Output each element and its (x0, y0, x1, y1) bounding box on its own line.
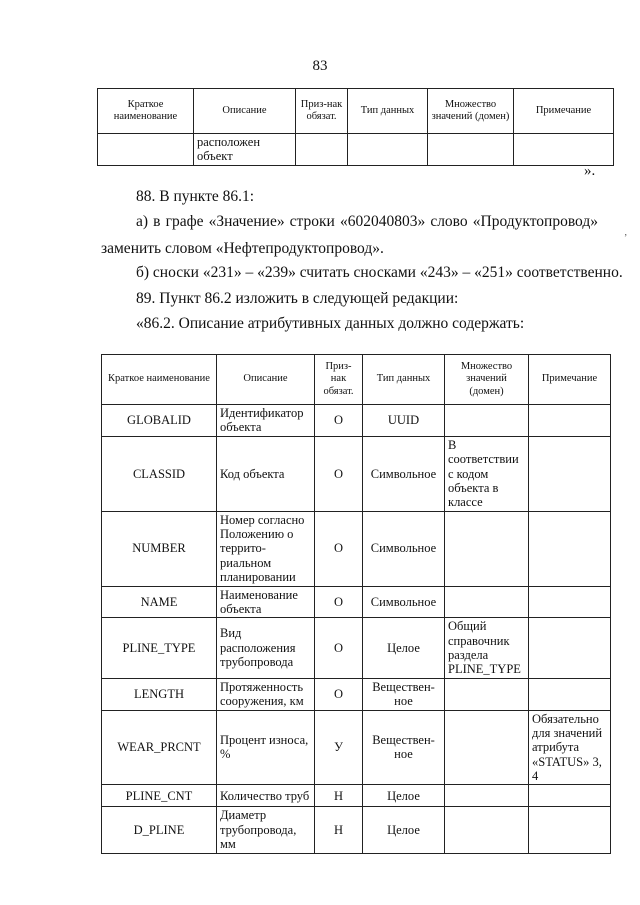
table-row (102, 405, 611, 437)
attr-domain: В соответствии с кодом объекта в классе (445, 436, 529, 511)
attr-type: UUID (363, 405, 445, 437)
attr-note (529, 405, 611, 437)
attr-required: О (315, 678, 363, 710)
attr-description: Количество труб (217, 785, 315, 807)
attr-type: Целое (363, 785, 445, 807)
attr-required: О (315, 511, 363, 586)
cell-required (296, 134, 348, 166)
attr-required: О (315, 436, 363, 511)
attribute-table (101, 354, 611, 854)
header-required: Приз-нак обязат. (296, 89, 348, 134)
attr-description: Процент износа, % (217, 710, 315, 785)
attr-type: Символьное (363, 586, 445, 618)
cell-data-type (348, 134, 428, 166)
attr-note (529, 807, 611, 853)
attr-type: Веществен-ное (363, 710, 445, 785)
attr-required: О (315, 586, 363, 618)
paragraph-88: 88. В пункте 86.1: (136, 188, 255, 205)
margin-mark: ‚ (624, 227, 628, 238)
attr-domain (445, 678, 529, 710)
attr-note (529, 586, 611, 618)
attr-required: Н (315, 785, 363, 807)
attribute-table-continuation (97, 88, 614, 166)
attr-type: Символьное (363, 436, 445, 511)
attr-description: Вид расположения трубопровода (217, 618, 315, 679)
attr-note (529, 678, 611, 710)
attr-name: D_PLINE (102, 807, 217, 853)
table-row (102, 511, 611, 586)
attr-domain (445, 586, 529, 618)
attr-required: О (315, 618, 363, 679)
closing-quote: ». (584, 163, 596, 179)
table-row (102, 710, 611, 785)
attr-domain (445, 785, 529, 807)
attribute-table-body (102, 405, 611, 854)
attr-description: Код объекта (217, 436, 315, 511)
attr-description: Протяженность сооружения, км (217, 678, 315, 710)
attr-domain (445, 807, 529, 853)
attr-name: PLINE_TYPE (102, 618, 217, 679)
attr-required: У (315, 710, 363, 785)
attr-name: GLOBALID (102, 405, 217, 437)
attr-type: Целое (363, 807, 445, 853)
table-row (102, 678, 611, 710)
attr-name: PLINE_CNT (102, 785, 217, 807)
attr-name: WEAR_PRCNT (102, 710, 217, 785)
attr-name: NAME (102, 586, 217, 618)
header-note: Примечание (514, 89, 614, 134)
table-row (102, 586, 611, 618)
attr-domain (445, 710, 529, 785)
cell-value-set (428, 134, 514, 166)
table-row (102, 436, 611, 511)
attr-note (529, 618, 611, 679)
attr-description: Наименование объекта (217, 586, 315, 618)
attr-required: О (315, 405, 363, 437)
table-row (102, 807, 611, 853)
attr-note (529, 436, 611, 511)
table-row (102, 618, 611, 679)
table-row (102, 785, 611, 807)
header-short-name: Краткое наименование (98, 89, 194, 134)
attr-type: Целое (363, 618, 445, 679)
attr-required: Н (315, 807, 363, 853)
header-data-type: Тип данных (348, 89, 428, 134)
header-short-name: Краткое наименование (102, 355, 217, 405)
attr-domain: Общий справочник раздела PLINE_TYPE (445, 618, 529, 679)
paragraph-88-b: б) сноски «231» – «239» считать сносками «243» – «251» соответственно. (136, 264, 623, 281)
cell-note (514, 134, 614, 166)
header-data-type: Тип данных (363, 355, 445, 405)
paragraph-86-2: «86.2. Описание атрибутивных данных должно содержать: (136, 315, 525, 332)
header-value-set: Множество значений (домен) (445, 355, 529, 405)
cell-description: расположен объект (194, 134, 296, 166)
attr-name: CLASSID (102, 436, 217, 511)
attr-description: Идентификатор объекта (217, 405, 315, 437)
page-number: 83 (312, 58, 328, 74)
attr-name: NUMBER (102, 511, 217, 586)
attr-note: Обязательно для значений атрибута «STATUS» 3, 4 (529, 710, 611, 785)
attr-description: Номер согласно Положению о террито-риальном планировании (217, 511, 315, 586)
attr-domain (445, 405, 529, 437)
attr-name: LENGTH (102, 678, 217, 710)
attr-type: Веществен-ное (363, 678, 445, 710)
cell-short-name (98, 134, 194, 166)
header-description: Описание (217, 355, 315, 405)
attr-note (529, 511, 611, 586)
attr-note (529, 785, 611, 807)
attr-type: Символьное (363, 511, 445, 586)
paragraph-88-a-line2: заменить словом «Нефтепродуктопровод». (101, 240, 384, 257)
header-description: Описание (194, 89, 296, 134)
attr-domain (445, 511, 529, 586)
header-value-set: Множество значений (домен) (428, 89, 514, 134)
paragraph-89: 89. Пункт 86.2 изложить в следующей редакции: (136, 290, 459, 307)
attr-description: Диаметр трубопровода, мм (217, 807, 315, 853)
paragraph-88-a-line1: а) в графе «Значение» строки «602040803» слово «Продуктопровод» (136, 213, 598, 230)
header-note: Примечание (529, 355, 611, 405)
header-required: Приз-нак обязат. (315, 355, 363, 405)
